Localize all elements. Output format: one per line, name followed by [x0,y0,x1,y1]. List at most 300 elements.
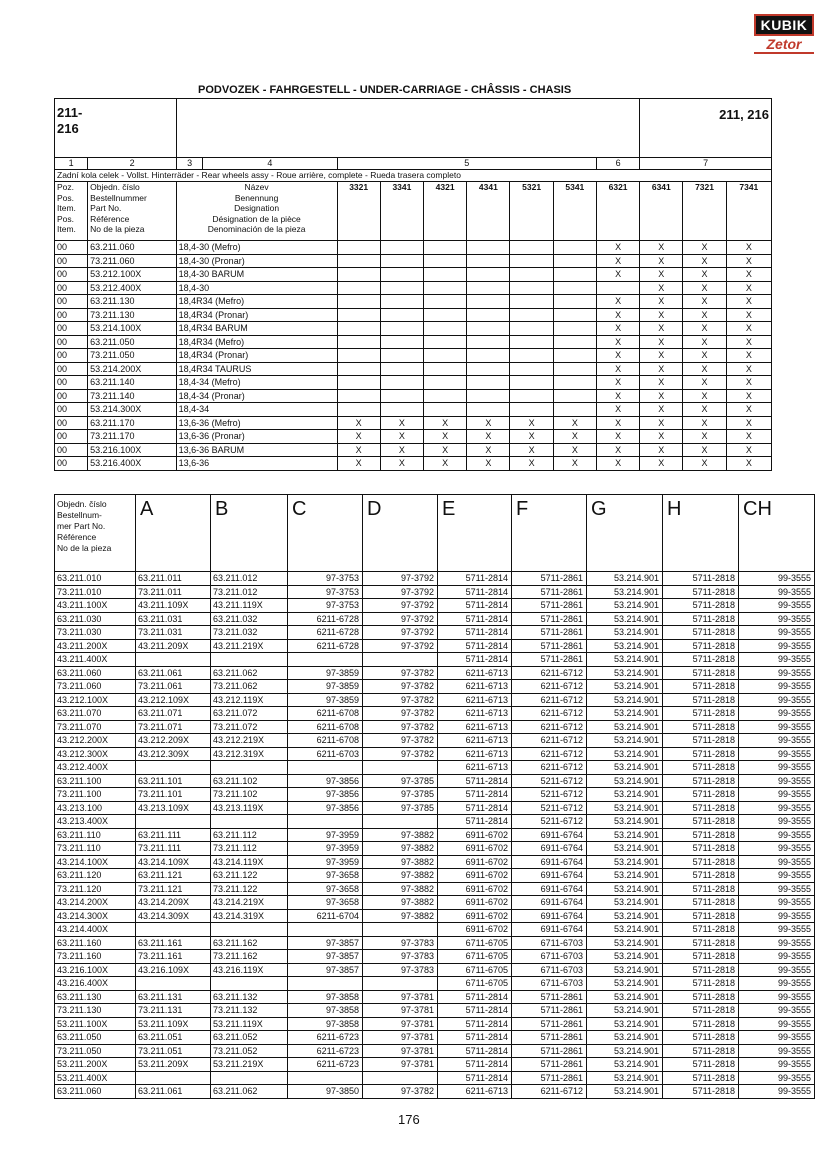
component-part-no: 63.211.121 [136,869,211,883]
component-part-no: 99-3555 [739,720,815,734]
component-part-no: 5711-2818 [663,1058,739,1072]
table-row [55,457,772,471]
applicability-mark [424,254,467,268]
component-part-no: 5711-2818 [663,909,739,923]
column-header-row [55,182,772,241]
applicability-mark: X [596,457,639,471]
component-part-no: 97-3658 [288,882,363,896]
component-part-no: 99-3555 [739,950,815,964]
applicability-mark [380,308,423,322]
applicability-mark [380,322,423,336]
component-part-no: 53.214.901 [587,801,663,815]
applicability-mark [337,362,380,376]
component-part-no: 6211-6728 [288,612,363,626]
row-part-no: 73.211.130 [55,1004,136,1018]
component-part-no: 97-3783 [363,936,438,950]
component-part-no: 5711-2818 [663,815,739,829]
header-model-5341: 5341 [553,182,596,241]
component-part-no: 5711-2818 [663,882,739,896]
component-part-no: 5211-6712 [512,801,587,815]
component-part-no: 5711-2814 [438,599,512,613]
applicability-mark: X [640,335,683,349]
component-part-no [288,923,363,937]
applicability-mark [553,281,596,295]
table-row [55,977,815,991]
component-part-no: 99-3555 [739,977,815,991]
component-part-no: 63.211.062 [211,666,288,680]
component-part-no: 97-3882 [363,909,438,923]
row-part-no: 73.211.110 [55,842,136,856]
applicability-mark: X [726,322,771,336]
applicability-mark: X [640,254,683,268]
component-part-no: 63.211.051 [136,1031,211,1045]
table-row [55,295,772,309]
header-model-3341: 3341 [380,182,423,241]
component-part-no: 6711-6705 [438,963,512,977]
row-part-no: 73.211.050 [88,349,176,363]
component-part-no: 5711-2818 [663,977,739,991]
applicability-mark: X [424,457,467,471]
component-part-no: 97-3781 [363,1044,438,1058]
component-part-no: 6211-6713 [438,1085,512,1099]
row-part-no: 63.211.060 [88,241,176,255]
component-part-no: 5711-2814 [438,612,512,626]
component-part-no: 6711-6705 [438,977,512,991]
component-part-no: 6211-6704 [288,909,363,923]
component-part-no [211,815,288,829]
applicability-mark: X [726,362,771,376]
component-part-no [288,977,363,991]
component-part-no [363,761,438,775]
applicability-mark: X [510,443,553,457]
component-part-no: 43.212.319X [211,747,288,761]
header-model-7341: 7341 [726,182,771,241]
applicability-mark [337,241,380,255]
component-part-no: 5711-2818 [663,801,739,815]
component-part-no: 6211-6712 [512,720,587,734]
component-part-no: 73.211.012 [211,585,288,599]
row-part-no: 63.211.050 [55,1031,136,1045]
table-row [55,376,772,390]
applicability-mark: X [510,430,553,444]
component-part-no: 97-3882 [363,896,438,910]
row-part-no: 63.211.110 [55,828,136,842]
component-part-no: 97-3782 [363,747,438,761]
component-part-no: 97-3658 [288,896,363,910]
component-part-no: 6911-6702 [438,869,512,883]
table-row [55,241,772,255]
applicability-mark: X [726,457,771,471]
applicability-mark: X [553,443,596,457]
component-part-no: 63.211.062 [211,1085,288,1099]
page-number: 176 [398,1112,420,1127]
component-part-no: 99-3555 [739,990,815,1004]
applicability-mark [424,362,467,376]
component-part-no: 97-3959 [288,855,363,869]
component-part-no: 5711-2818 [663,1004,739,1018]
row-part-no: 53.211.100X [55,1017,136,1031]
applicability-mark [553,308,596,322]
applicability-mark: X [683,254,726,268]
row-part-no: 43.212.200X [55,734,136,748]
applicability-mark: X [683,430,726,444]
component-part-no: 5711-2861 [512,653,587,667]
component-part-no: 43.212.209X [136,734,211,748]
row-part-no: 73.211.060 [55,680,136,694]
component-part-no: 63.211.101 [136,774,211,788]
row-part-no: 73.211.050 [55,1044,136,1058]
applicability-mark [424,403,467,417]
component-part-no: 73.211.102 [211,788,288,802]
component-part-no: 73.211.062 [211,680,288,694]
component-part-no: 99-3555 [739,801,815,815]
component-part-no: 97-3882 [363,828,438,842]
row-name: 13,6-36 (Pronar) [176,430,337,444]
component-part-no: 5211-6712 [512,788,587,802]
table-row [55,693,815,707]
row-name: 18,4R34 (Pronar) [176,308,337,322]
applicability-mark: X [640,443,683,457]
component-part-no: 5711-2861 [512,1058,587,1072]
component-part-no: 97-3858 [288,990,363,1004]
component-part-no: 5711-2818 [663,950,739,964]
component-part-no [136,761,211,775]
applicability-mark [553,362,596,376]
component-part-no: 53.214.901 [587,963,663,977]
component-part-no: 5711-2818 [663,828,739,842]
component-part-no: 53.214.901 [587,599,663,613]
component-part-no: 53.214.901 [587,585,663,599]
applicability-mark [467,295,510,309]
applicability-mark [337,389,380,403]
component-part-no [288,761,363,775]
row-part-no: 73.211.030 [55,626,136,640]
component-part-no: 5711-2818 [663,1017,739,1031]
applicability-mark [553,389,596,403]
component-part-no: 6211-6713 [438,707,512,721]
component-part-no: 97-3782 [363,1085,438,1099]
table-row [55,281,772,295]
row-part-no: 43.212.400X [55,761,136,775]
component-part-no: 63.211.112 [211,828,288,842]
component-part-no: 6211-6713 [438,666,512,680]
applicability-mark: X [596,254,639,268]
component-part-no: 5711-2818 [663,734,739,748]
row-pos: 00 [55,362,88,376]
component-part-no: 43.214.109X [136,855,211,869]
component-part-no: 53.214.901 [587,693,663,707]
component-part-no: 5711-2818 [663,653,739,667]
component-part-no: 97-3782 [363,666,438,680]
applicability-mark: X [596,443,639,457]
row-part-no: 53.212.100X [88,268,176,282]
header-col-ch: CH [739,495,815,572]
component-part-no: 97-3850 [288,1085,363,1099]
applicability-mark: X [683,335,726,349]
applicability-mark: X [380,443,423,457]
table-row [55,362,772,376]
component-part-no: 73.211.161 [136,950,211,964]
component-part-no: 43.214.309X [136,909,211,923]
component-part-no: 5711-2861 [512,585,587,599]
applicability-mark: X [726,295,771,309]
component-part-no [288,815,363,829]
component-part-no: 43.214.219X [211,896,288,910]
component-part-no: 5711-2818 [663,612,739,626]
col-number: 6 [596,158,639,170]
col-number: 2 [88,158,176,170]
component-part-no: 63.211.072 [211,707,288,721]
table-row [55,923,815,937]
component-part-no: 73.211.162 [211,950,288,964]
component-part-no [136,1071,211,1085]
component-part-no: 5711-2814 [438,815,512,829]
applicability-mark [467,241,510,255]
applicability-mark [424,376,467,390]
component-part-no [363,923,438,937]
component-part-no: 53.214.901 [587,1004,663,1018]
component-part-no: 53.214.901 [587,1044,663,1058]
component-part-no: 43.216.119X [211,963,288,977]
component-part-no: 6211-6713 [438,734,512,748]
applicability-mark [337,254,380,268]
applicability-mark [467,268,510,282]
applicability-mark: X [553,430,596,444]
component-part-no: 6211-6713 [438,761,512,775]
component-part-no: 97-3792 [363,612,438,626]
component-part-no: 53.214.901 [587,626,663,640]
applicability-mark: X [640,281,683,295]
component-part-no: 5711-2814 [438,1071,512,1085]
component-part-no: 5711-2814 [438,653,512,667]
row-part-no: 53.216.400X [88,457,176,471]
component-part-no: 43.214.119X [211,855,288,869]
component-part-no: 63.211.132 [211,990,288,1004]
header-model-6341: 6341 [640,182,683,241]
applicability-mark: X [596,241,639,255]
component-part-no: 5711-2814 [438,585,512,599]
applicability-mark: X [683,308,726,322]
component-part-no: 73.211.122 [211,882,288,896]
component-part-no [363,977,438,991]
table-row [55,761,815,775]
row-part-no: 63.211.140 [88,376,176,390]
logo-kubik-text: KUBIK [754,14,814,36]
code-header-row [55,99,772,158]
component-part-no: 6711-6703 [512,963,587,977]
table-row [55,585,815,599]
table-row [55,626,815,640]
component-part-no: 73.211.031 [136,626,211,640]
row-pos: 00 [55,376,88,390]
component-part-no: 6911-6764 [512,842,587,856]
row-part-no: 63.211.160 [55,936,136,950]
header-model-7321: 7321 [683,182,726,241]
component-part-no: 43.214.209X [136,896,211,910]
component-part-no: 53.214.901 [587,707,663,721]
applicability-mark [467,322,510,336]
applicability-mark: X [337,457,380,471]
row-part-no: 73.211.060 [88,254,176,268]
table-row [55,308,772,322]
table-row [55,990,815,1004]
component-part-no: 73.211.061 [136,680,211,694]
component-part-no: 5711-2861 [512,1031,587,1045]
component-part-no [136,923,211,937]
applicability-mark [553,268,596,282]
component-part-no: 97-3858 [288,1017,363,1031]
component-part-no: 63.211.071 [136,707,211,721]
applicability-mark [337,403,380,417]
applicability-mark: X [726,241,771,255]
component-part-no: 6911-6702 [438,909,512,923]
component-part-no: 97-3792 [363,639,438,653]
component-part-no: 5711-2818 [663,585,739,599]
row-name: 13,6-36 BARUM [176,443,337,457]
component-part-no: 43.211.109X [136,599,211,613]
component-part-no: 63.211.031 [136,612,211,626]
applicability-mark: X [596,403,639,417]
component-part-no: 63.211.052 [211,1031,288,1045]
component-part-no: 97-3781 [363,1004,438,1018]
header-name: Název Benennung Designation Désignation de la pièce Denominación de la pieza [176,182,337,241]
row-part-no: 53.212.400X [88,281,176,295]
applicability-mark: X [337,416,380,430]
table-row [55,599,815,613]
table-row [55,349,772,363]
component-part-no: 6711-6705 [438,936,512,950]
component-part-no: 97-3753 [288,599,363,613]
row-part-no: 73.211.120 [55,882,136,896]
applicability-mark [553,403,596,417]
component-part-no: 5711-2818 [663,963,739,977]
row-name: 18,4R34 BARUM [176,322,337,336]
col-number: 7 [640,158,772,170]
component-part-no: 53.214.901 [587,990,663,1004]
component-part-no [136,815,211,829]
component-part-no: 99-3555 [739,1017,815,1031]
table-row [55,322,772,336]
table-row [55,653,815,667]
applicability-mark [337,281,380,295]
component-part-no [363,1071,438,1085]
applicability-mark [467,376,510,390]
component-part-no: 99-3555 [739,734,815,748]
applicability-mark: X [683,376,726,390]
component-part-no: 63.211.061 [136,666,211,680]
component-part-no [211,977,288,991]
component-part-no: 97-3792 [363,572,438,586]
component-part-no: 5211-6712 [512,815,587,829]
applicability-mark [380,254,423,268]
applicability-mark: X [683,241,726,255]
table-row [55,720,815,734]
applicability-mark: X [553,416,596,430]
row-pos: 00 [55,254,88,268]
applicability-mark: X [596,268,639,282]
component-part-no: 73.211.011 [136,585,211,599]
row-part-no: 73.211.130 [88,308,176,322]
component-part-no: 6211-6712 [512,693,587,707]
component-part-no: 6911-6702 [438,882,512,896]
header-col-g: G [587,495,663,572]
applicability-mark [424,335,467,349]
component-part-no: 6911-6764 [512,869,587,883]
component-part-no: 5711-2814 [438,1044,512,1058]
row-pos: 00 [55,389,88,403]
component-part-no: 5711-2818 [663,990,739,1004]
row-name: 18,4-30 [176,281,337,295]
row-name: 18,4-34 (Pronar) [176,389,337,403]
table-row [55,1071,815,1085]
applicability-mark: X [553,457,596,471]
row-pos: 00 [55,268,88,282]
component-part-no: 63.211.032 [211,612,288,626]
table-row [55,1044,815,1058]
component-part-no: 5711-2814 [438,990,512,1004]
component-part-no: 6211-6728 [288,639,363,653]
row-part-no: 43.216.400X [55,977,136,991]
component-part-no: 43.212.109X [136,693,211,707]
applicability-mark: X [510,416,553,430]
applicability-mark [467,389,510,403]
table-row [55,639,815,653]
component-part-no: 5711-2861 [512,626,587,640]
component-part-no: 63.211.012 [211,572,288,586]
component-part-no: 6911-6702 [438,828,512,842]
row-name: 18,4-30 (Pronar) [176,254,337,268]
applicability-mark [553,254,596,268]
component-part-no: 43.216.109X [136,963,211,977]
applicability-mark [424,281,467,295]
component-part-no: 6211-6712 [512,680,587,694]
applicability-mark: X [726,349,771,363]
component-part-no: 53.214.901 [587,747,663,761]
applicability-mark: X [640,268,683,282]
component-part-no: 53.214.901 [587,612,663,626]
component-part-no: 99-3555 [739,1058,815,1072]
component-part-no: 73.211.132 [211,1004,288,1018]
component-part-no: 43.213.109X [136,801,211,815]
applicability-mark [337,268,380,282]
component-part-no: 97-3858 [288,1004,363,1018]
applicability-mark: X [337,430,380,444]
component-part-no: 99-3555 [739,828,815,842]
row-name: 18,4R34 (Mefro) [176,335,337,349]
header-pos: Poz. Pos. Item. Pos. Item. [55,182,88,241]
applicability-mark: X [726,416,771,430]
applicability-mark [510,376,553,390]
component-part-no: 73.211.101 [136,788,211,802]
applicability-mark [380,281,423,295]
component-part-no: 53.214.901 [587,734,663,748]
header-model-6321: 6321 [596,182,639,241]
component-part-no: 6211-6712 [512,666,587,680]
header-model-4341: 4341 [467,182,510,241]
applicability-mark [380,295,423,309]
component-part-no: 99-3555 [739,680,815,694]
header-order-no: Objedn. číslo Bestellnum- mer Part No. Référence No de la pieza [55,495,136,572]
component-part-no: 99-3555 [739,1071,815,1085]
applicability-mark [467,362,510,376]
component-part-no: 6711-6703 [512,950,587,964]
component-part-no: 97-3781 [363,990,438,1004]
component-part-no: 63.211.162 [211,936,288,950]
applicability-mark: X [596,416,639,430]
table-row [55,936,815,950]
row-pos: 00 [55,322,88,336]
component-part-no: 5711-2814 [438,1017,512,1031]
